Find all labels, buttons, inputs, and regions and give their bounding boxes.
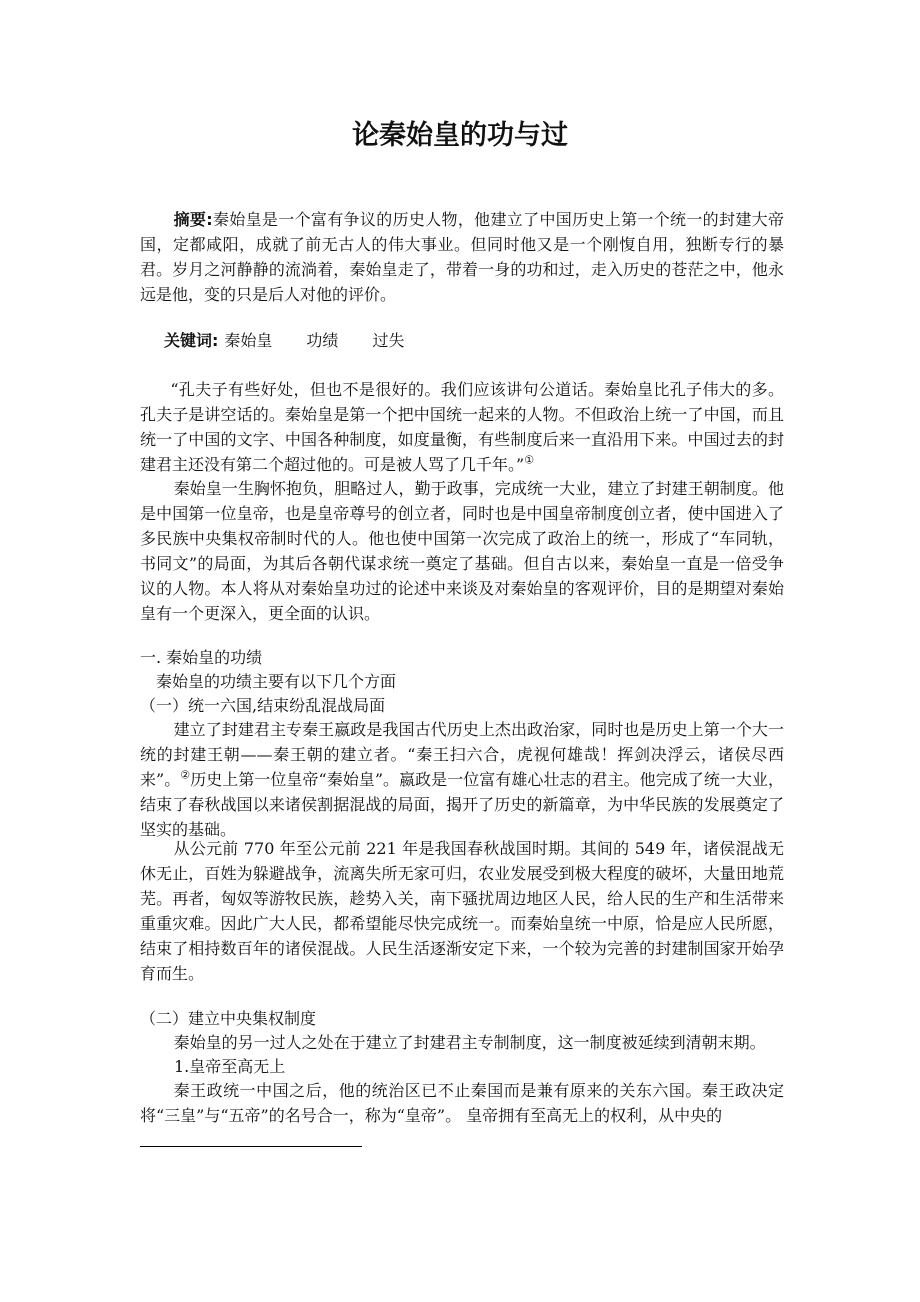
quote-text: “孔夫子有些好处，但也不是很好的。我们应该讲句公道话。秦始皇比孔子伟大的多。孔夫子是讲空话的。秦始皇是第一个把中国统一起来的人物。不但政治上统一了中国，而且统一了中国的文字、中国各种制度，如度量衡，有些制度后来一直沿用下来。中国过去的封建君主还没有第二个超过他的。可是被人骂了几千年。”	[140, 380, 784, 474]
body-paragraph: 秦王政统一中国之后，他的统治区已不止秦国而是兼有原来的关东六国。秦王政决定将“三皇”与“五帝”的名号合一，称为“皇帝”。 皇帝拥有至高无上的权利，从中央的	[140, 1081, 784, 1125]
quote-paragraph	[140, 377, 784, 477]
body-text: 历史上第一位皇帝“秦始皇”。嬴政是一位富有雄心壮志的君主。他完成了统一大业，结束了春秋战国以来诸侯割据混战的局面，揭开了历史的新篇章，为中华民族的发展奠定了坚实的基础。	[140, 770, 784, 839]
body-text: 建立了封建君主专秦王嬴政是我国古代历史上杰出政治家，同时也是历史上第一个大一统的封建王朝——秦王朝的建立者。“秦王扫六合，虎视何雄哉！挥剑决浮云，诸侯尽西来”。	[140, 720, 784, 789]
footnote-separator	[140, 1146, 362, 1147]
body-paragraph	[140, 717, 784, 842]
numbered-item: 1.皇帝至高无上	[174, 1057, 286, 1076]
keyword-item: 过失	[372, 331, 405, 350]
abstract-paragraph	[140, 207, 784, 307]
page-title: 论秦始皇的功与过	[352, 120, 568, 151]
footnote-marker: ②	[180, 768, 191, 782]
abstract-label: 摘要:	[173, 210, 213, 229]
body-paragraph: 秦始皇的另一过人之处在于建立了封建君主专制制度，这一制度被延续到清朝末期。	[173, 1033, 766, 1052]
subsection-heading: （一）统一六国,结束纷乱混战局面	[140, 696, 386, 715]
intro-paragraph: 秦始皇一生胸怀抱负，胆略过人，勤于政事，完成统一大业，建立了封建王朝制度。他是中国第一位皇帝，也是皇帝尊号的创立者，同时也是中国皇帝制度创立者，使中国进入了多民族中央集权帝制时代的人。他也使中国第一次完成了政治上的统一，形成了“车同轨，书同文”的局面，为其后各朝代谋求统一奠定了基础。但自古以来，秦始皇一直是一倍受争议的人物。本人将从对秦始皇功过的论述中来谈及对秦始皇的客观评价，目的是期望对秦始皇有一个更深入，更全面的认识。	[140, 479, 784, 623]
section-lead: 秦始皇的功绩主要有以下几个方面	[156, 672, 397, 691]
keyword-item: 功绩	[306, 331, 339, 350]
abstract-text: 秦始皇是一个富有争议的历史人物，他建立了中国历史上第一个统一的封建大帝国，定都咸阳，成就了前无古人的伟大事业。但同时他又是一个刚愎自用，独断专行的暴君。岁月之河静静的流淌着，秦始皇走了，带着一身的功和过，走入历史的苍茫之中，他永远是他，变的只是后人对他的评价。	[140, 210, 784, 304]
keywords-label: 关键词:	[164, 331, 219, 350]
keywords-line	[140, 328, 784, 353]
body-paragraph: 从公元前 770 年至公元前 221 年是我国春秋战国时期。其间的 549 年，诸侯混战无休无止，百姓为躲避战争，流离失所无家可归，农业发展受到极大程度的破坏，大量田地荒芜。再者，匈奴等游牧民族，趁势入关，南下骚扰周边地区人民，给人民的生产和生活带来重重灾难。因此广大人民，都希望能尽快完成统一。而秦始皇统一中原，恰是应人民所愿，结束了相持数百年的诸侯混战。人民生活逐渐安定下来，一个较为完善的封建制国家开始孕育而生。	[140, 839, 784, 983]
footnote-marker: ①	[524, 453, 535, 467]
section-heading: 一. 秦始皇的功绩	[140, 648, 263, 667]
keyword-item: 秦始皇	[224, 331, 273, 350]
subsection-heading: （二）建立中央集权制度	[140, 1009, 317, 1028]
